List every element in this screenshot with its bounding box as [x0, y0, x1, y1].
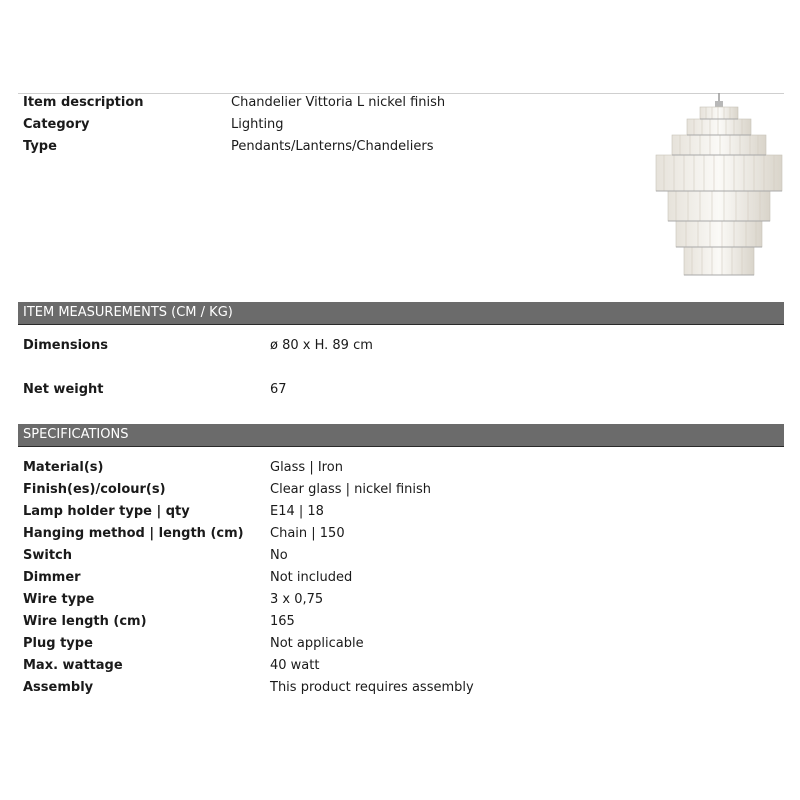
category-value: Lighting: [231, 117, 284, 132]
spec-label: Material(s): [23, 460, 104, 475]
spec-value: 40 watt: [270, 658, 320, 673]
spec-value: Not applicable: [270, 636, 364, 651]
spec-value: Chain | 150: [270, 526, 345, 541]
spec-value: 165: [270, 614, 295, 629]
spec-label: Assembly: [23, 680, 94, 695]
spec-value: Clear glass | nickel finish: [270, 482, 432, 497]
specifications-heading: SPECIFICATIONS: [23, 427, 129, 442]
measurements-section-header: [18, 302, 784, 324]
spec-value: Glass | Iron: [270, 460, 343, 475]
dimensions-value: ø 80 x H. 89 cm: [270, 338, 373, 353]
spec-label: Dimmer: [23, 570, 81, 585]
type-label: Type: [23, 139, 57, 154]
category-label: Category: [23, 117, 90, 132]
spec-value: No: [270, 548, 288, 563]
spec-label: Wire type: [23, 592, 95, 607]
spec-value: Not included: [270, 570, 353, 585]
spec-label: Max. wattage: [23, 658, 123, 673]
measurements-heading: ITEM MEASUREMENTS (CM / KG): [23, 305, 233, 320]
type-value: Pendants/Lanterns/Chandeliers: [231, 139, 434, 154]
spec-label: Plug type: [23, 636, 93, 651]
item-description-value: Chandelier Vittoria L nickel finish: [231, 95, 446, 110]
spec-label: Wire length (cm): [23, 614, 147, 629]
spec-value: 3 x 0,75: [270, 592, 324, 607]
chandelier-image: [632, 93, 784, 283]
item-description-label: Item description: [23, 95, 144, 110]
dimensions-label: Dimensions: [23, 338, 108, 353]
net-weight-label: Net weight: [23, 382, 104, 397]
spec-label: Hanging method | length (cm): [23, 526, 244, 541]
spec-label: Finish(es)/colour(s): [23, 482, 166, 497]
spec-label: Switch: [23, 548, 73, 563]
net-weight-value: 67: [270, 382, 287, 397]
spec-value: E14 | 18: [270, 504, 324, 519]
spec-label: Lamp holder type | qty: [23, 504, 190, 519]
spec-value: This product requires assembly: [270, 680, 474, 695]
measurements-divider: [18, 324, 784, 325]
specifications-section-header: [18, 424, 784, 446]
specifications-divider: [18, 446, 784, 447]
